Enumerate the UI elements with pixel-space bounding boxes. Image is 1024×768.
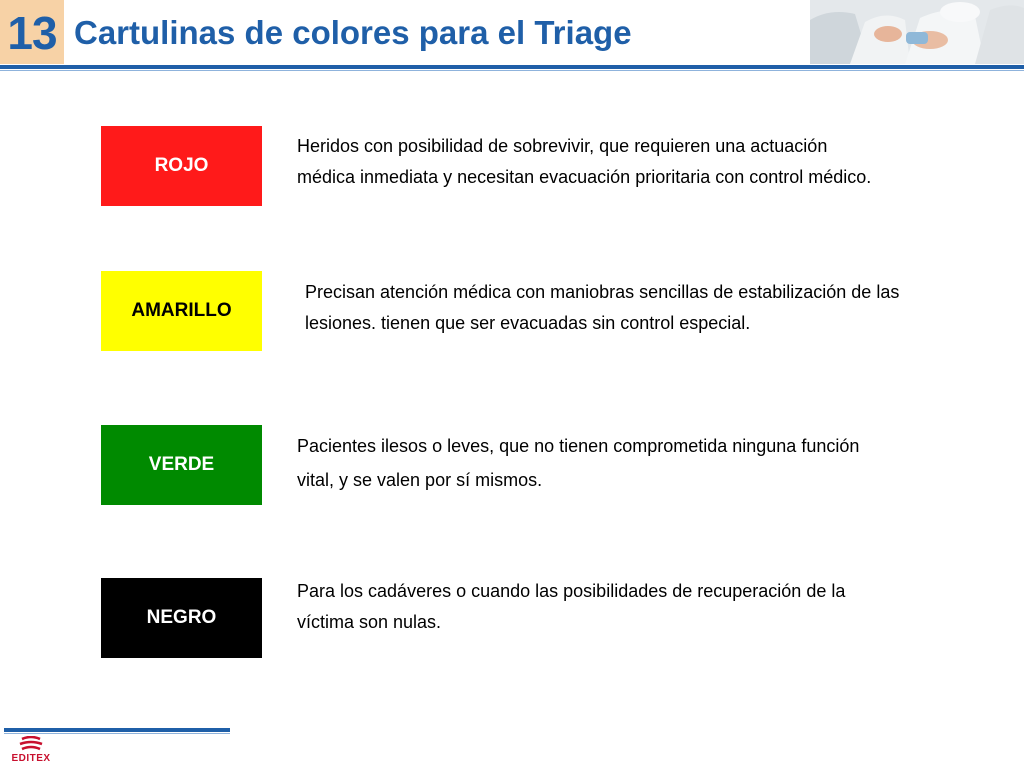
- triage-card-verde: [101, 425, 262, 505]
- description-line: Para los cadáveres o cuando las posibilidades de recuperación de la: [297, 581, 846, 601]
- triage-card-negro: [101, 578, 262, 658]
- description-line: Pacientes ilesos o leves, que no tienen comprometida ninguna función: [297, 436, 860, 456]
- triage-card-label: NEGRO: [146, 607, 217, 628]
- description-line: médica inmediata y necesitan evacuación prioritaria con control médico.: [297, 167, 872, 187]
- footer-rule-thin: [4, 733, 230, 734]
- triage-card-rojo: [101, 126, 262, 206]
- logo-text: EDITEX: [11, 753, 51, 764]
- triage-card-label: AMARILLO: [131, 300, 232, 321]
- header: [0, 0, 1024, 68]
- editex-logo: [6, 736, 56, 766]
- description-line: víctima son nulas.: [297, 612, 442, 632]
- description-line: lesiones. tienen que ser evacuadas sin control especial.: [305, 313, 751, 333]
- description-line: vital, y se valen por sí mismos.: [297, 470, 543, 490]
- triage-description: [297, 131, 871, 193]
- description-line: Heridos con posibilidad de sobrevivir, que requieren una actuación: [297, 136, 828, 156]
- editex-logo-icon: [6, 736, 56, 754]
- triage-card-label: ROJO: [154, 155, 209, 176]
- header-photo: [810, 0, 1024, 64]
- chapter-badge: [0, 0, 64, 64]
- medical-staff-photo-icon: [810, 0, 1024, 64]
- triage-card-amarillo: [101, 271, 262, 351]
- page-title: Cartulinas de colores para el Triage: [74, 14, 632, 51]
- triage-description: [297, 429, 859, 497]
- header-rule-thin: [0, 70, 1024, 71]
- chapter-number: 13: [7, 7, 57, 59]
- triage-card-label: VERDE: [148, 454, 215, 475]
- footer-rule: [4, 728, 230, 732]
- triage-description: [297, 576, 845, 638]
- triage-description: [305, 277, 899, 339]
- header-rule: [0, 65, 1024, 69]
- description-line: Precisan atención médica con maniobras sencillas de estabilización de las: [305, 282, 900, 302]
